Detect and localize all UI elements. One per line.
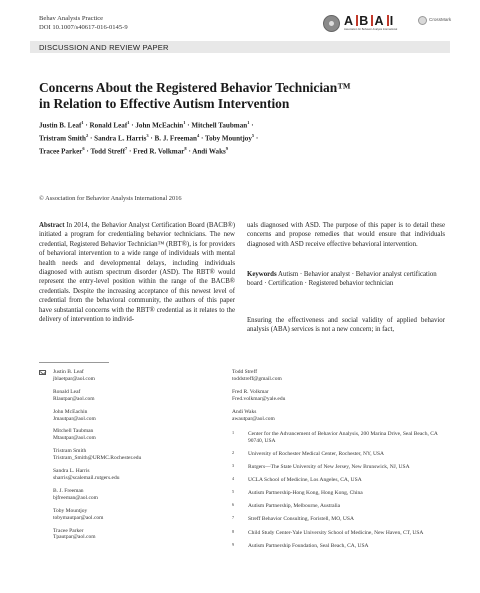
abai-logo [323,13,452,39]
author-affiliation-number: 6 [82,145,85,151]
affiliation-text: Rutgers—The State University of New Jersey, New Brunswick, NJ, USA [248,464,410,471]
author[interactable]: Fred R. Volkmar [133,147,185,156]
keywords-text: Autism · Behavior analyst · Behavior analyst certification board · Certification · Registered behavior technician [247,271,437,288]
author-affiliation-number: 7 [124,145,128,151]
contact-entry [39,508,239,522]
crossmark-label: CrossMark [429,17,452,22]
intro-paragraph: Ensuring the effectiveness and social validity of applied behavior analysis (ABA) services is not a new concern; in fact, [247,317,445,334]
author-separator: · [199,134,206,143]
author[interactable]: Tristram Smith [39,134,86,143]
author-separator: · [129,121,136,130]
affiliation [232,464,444,471]
affiliation [232,530,444,537]
author[interactable]: B. J. Freeman [154,134,197,143]
author-affiliation-number: 1 [81,120,84,125]
affiliation-text: UCLA School of Medicine, Los Angeles, CA, USA [248,477,362,484]
affiliation-text: Streff Behavior Consulting, Foristell, MO, USA [248,516,354,523]
author[interactable]: Tracee Parker [39,147,83,156]
author-separator: · [249,121,254,130]
author-separator: · [88,134,95,143]
keywords-label: Keywords [247,271,277,278]
author-list [39,118,459,157]
seal-icon [323,15,340,32]
abstract-label: Abstract [39,222,65,229]
contact-name: Fred R. Volkmar [232,388,269,395]
author[interactable]: Sandra L. Harris [94,134,147,143]
section-label: DISCUSSION AND REVIEW PAPER [39,42,169,52]
contact-name: Tracee Parker [53,527,84,534]
contact-email[interactable]: Tpautpar@aol.com [53,534,96,541]
author-separator: · [186,147,193,156]
affiliation-number: 4 [232,476,235,482]
contacts-right [232,369,442,428]
abstract [39,221,235,324]
contact-email[interactable]: sharris@scalemail.rutgers.edu [53,474,120,481]
contact-email[interactable]: toddstreff@gmail.com [232,375,282,382]
affiliation-text: Child Study Center-Yale University School of Medicine, New Haven, CT, USA [248,529,424,536]
contact-email[interactable]: Jmautpar@aol.com [53,415,96,422]
section-bar [30,41,450,53]
contact-entry [232,369,442,383]
affiliation-number: 8 [232,528,235,534]
contact-entry [39,528,239,542]
author[interactable]: Ronald Leaf [89,121,128,130]
contact-entry [39,389,239,403]
author-separator: · [185,121,192,130]
affiliation-text: Autism Partnership Foundation, Seal Beach, CA, USA [248,542,369,549]
affiliation [232,543,444,550]
contact-name: Ronald Leaf [53,388,81,395]
copyright-note: © Association for Behavior Analysis International 2016 [39,195,182,202]
contact-name: Tristram Smith [53,448,87,455]
affiliation-number: 5 [232,489,235,495]
contact-name: Sandra L. Harris [53,468,90,475]
contact-entry [39,409,239,423]
abai-logo-text: A B A I [344,14,396,28]
contact-email[interactable]: bjfreeman@aol.com [53,494,98,501]
affiliation [232,431,444,445]
contact-email[interactable]: Fred.volkmar@yale.edu [232,395,286,402]
author[interactable]: Justin B. Leaf [39,121,82,130]
author[interactable]: John McEachin [135,121,184,130]
author-separator: · [84,147,91,156]
author-affiliation-number: 3 [146,132,149,138]
affiliation [232,503,444,510]
author-affiliation-number: 1 [247,120,250,125]
author-affiliation-number: 4 [196,132,200,138]
author-separator: · [127,147,134,156]
contact-entry [39,369,239,383]
affiliation [232,516,444,523]
affiliation-number: 3 [232,463,235,469]
affiliation-text: Center for the Advancement of Behavior Analysis, 200 Marina Drive, Seal Beach, CA 90740, USA [248,431,438,444]
contact-email[interactable]: Rlautpar@aol.com [53,395,95,402]
contact-email[interactable]: Mtautpar@aol.com [53,435,96,442]
contact-email[interactable]: tobymautpar@aol.com [53,514,104,521]
affiliation [232,477,444,484]
contact-name: Mitchell Taubman [53,428,94,435]
abstract-text: In 2014, the Behavior Analyst Certification Board (BACB®) initiated a program for credentialing behavior technicians. The new credential, Registered Behavior Technician™ (RBT®), is for providers of behavioral intervention to a wide range of individuals with mental health needs and developmental delays, including individuals diagnosed with autism spectrum disorder (ASD). The RBT® would represent the entry-level position within the range of the BACB® credentials. Despite the increasing acceptance of this newest level of credential from the behavioral community, the authors of this paper have substantial concerns with the RBT® credential as it relates to the delivery of intervention to individ- [39,222,235,324]
contact-email[interactable]: jblaetpar@aol.com [53,375,95,382]
affiliation-number: 7 [232,515,235,521]
contact-name: Toby Mountjoy [53,507,88,514]
affiliation-number: 1 [232,430,235,435]
affiliation-number: 2 [232,450,235,455]
contacts-left [39,369,239,547]
author-separator: · [148,134,155,143]
crossmark-icon[interactable] [418,16,427,25]
contact-name: Todd Streff [232,369,258,375]
affiliation-number: 9 [232,541,235,547]
author[interactable]: Toby Mountjoy [205,134,252,143]
abai-subtitle: Association for Behavior Analysis International [344,28,398,31]
author[interactable]: Mitchell Taubman [191,121,248,130]
affiliation [232,451,444,458]
title-line-2: in Relation to Effective Autism Intervention [39,96,290,111]
contact-entry [39,428,239,442]
author-affiliation-number: 5 [251,132,255,138]
envelope-icon [39,370,46,375]
contact-name: B. J. Freeman [53,487,84,494]
contact-name: Andi Waks [232,408,257,415]
author-affiliation-number: 1 [127,120,130,125]
footnote-divider [39,362,109,363]
contact-entry [232,409,442,423]
contact-entry [232,389,442,403]
author-affiliation-number: 2 [85,132,89,138]
contact-email[interactable]: Tristram_Smith@URMC.Rochester.edu [53,455,142,462]
journal-name: Behav Analysis Practice [39,15,104,22]
title-line-1: Concerns About the Registered Behavior Technician™ [39,80,351,95]
contact-name: John McEachin [53,408,88,415]
contact-name: Justin B. Leaf [53,369,84,375]
author[interactable]: Todd Streff [90,147,125,156]
paper-title [39,80,449,112]
author[interactable]: Andi Waks [192,147,226,156]
author-affiliation-number: 9 [225,145,229,151]
author-affiliation-number: 8 [184,145,187,151]
abstract-continued: uals diagnosed with ASD. The purpose of this paper is to detail these concerns and propose remedies that would ensure that individuals diagnosed with ASD receive effective behavioral intervention. [247,222,445,248]
doi: DOI 10.1007/s40617-016-0145-9 [39,24,128,31]
contact-entry [39,448,239,462]
journal-info [39,14,128,32]
affiliation-text: Autism Partnership, Melbourne, Australia [248,503,341,510]
author-separator: · [254,134,259,143]
keywords [247,270,445,289]
affiliation-number: 6 [232,502,235,508]
author-affiliation-number: 1 [183,120,186,125]
affiliation-text: Autism Partnership-Hong Kong, Hong Kong, China [248,490,363,497]
contact-entry [39,468,239,482]
contact-email[interactable]: awautpar@aol.com [232,415,275,422]
contact-entry [39,488,239,502]
author-separator: · [83,121,90,130]
affiliation-list [232,431,444,556]
affiliation-text: University of Rochester Medical Center, Rochester, NY, USA [248,451,385,457]
affiliation [232,490,444,497]
